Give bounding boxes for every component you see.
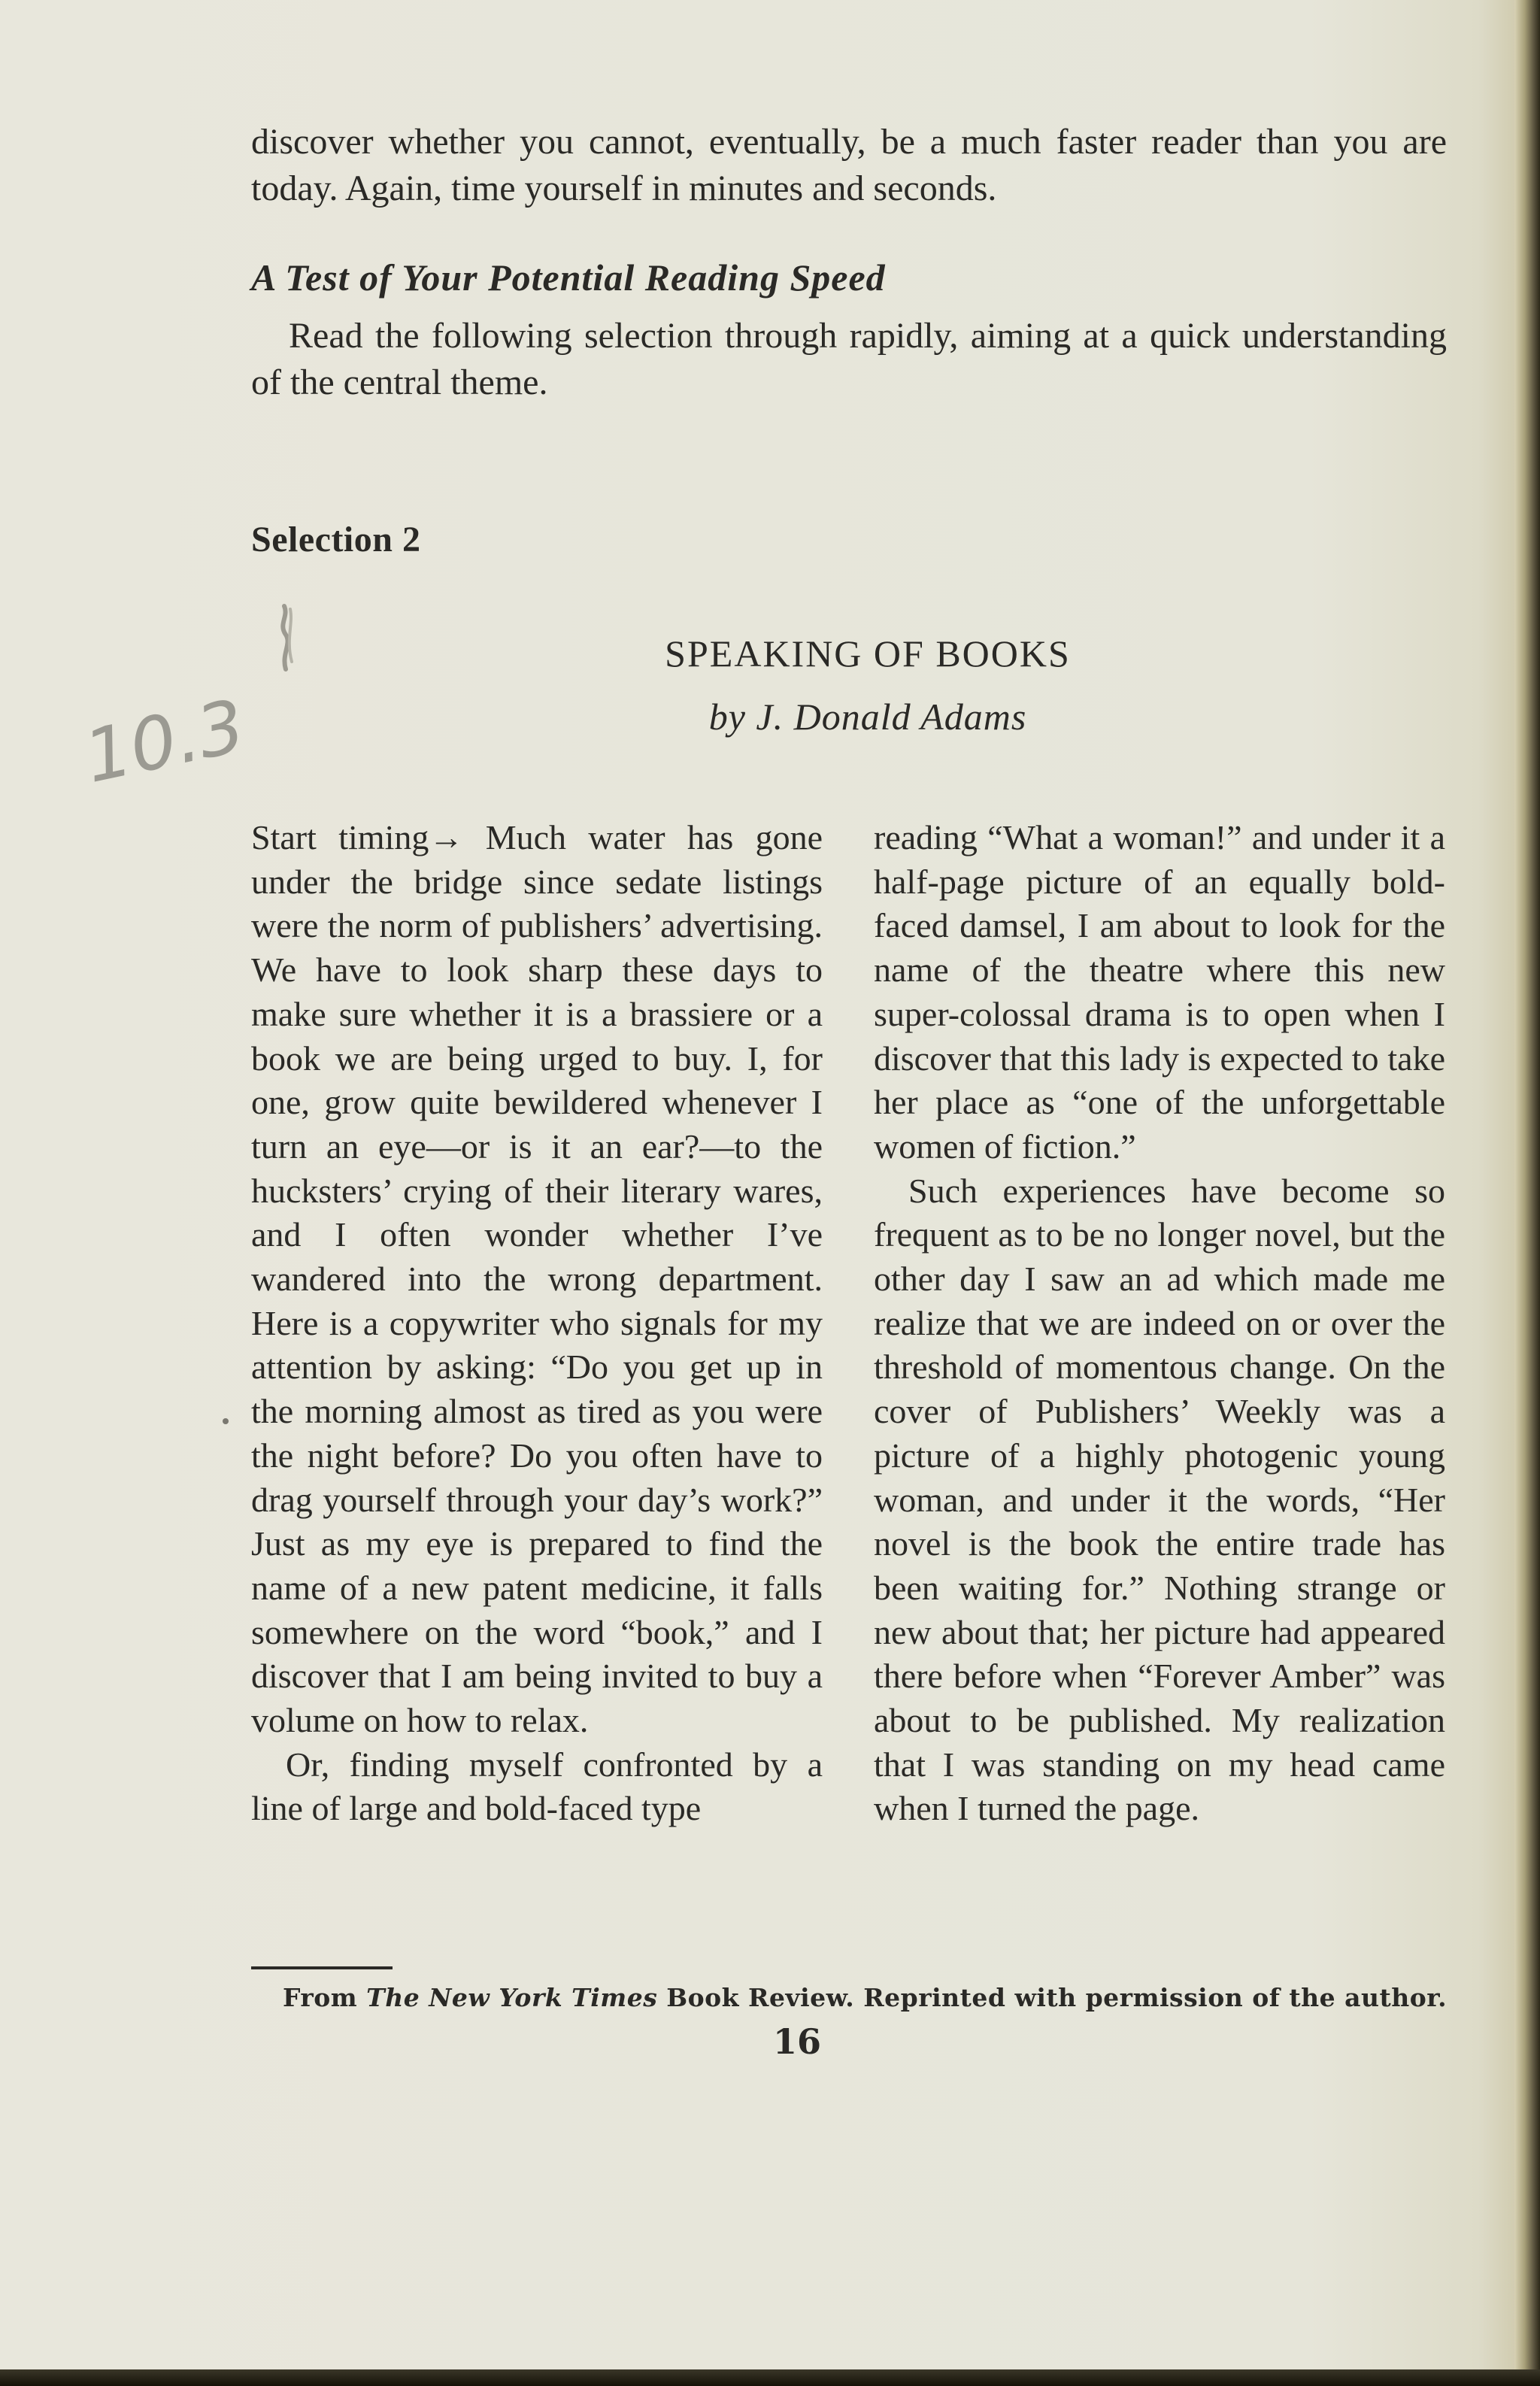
- intro-paragraph: [251, 119, 1447, 212]
- handwritten-margin-note: 10.3: [77, 684, 253, 799]
- left-paragraph-1: Start timing→ Much water has gone under the bridge since sedate listings were the norm of publishers’ advertising. We have to look sharp these days to make sure whether it is a brassiere or a book we are being urged to buy. I, for one, grow quite bewildered whenever I turn an eye—or is it an ear?—to the hucksters’ crying of their literary wares, and I often wonder whether I’ve wandered into the wrong department. Here is a copywriter who signals for my attention by asking: “Do you get up in the morning almost as tired as you were the night before? Do you often have to drag yourself through your day’s work?” Just as my eye is prepared to find the name of a new patent medicine, it falls somewhere on the word “book,” and I discover that I am being invited to buy a volume on how to relax.: [251, 818, 823, 1740]
- footnote-rule: [251, 1966, 393, 1969]
- selection-label: Selection 2: [251, 520, 421, 559]
- right-paragraph-2: Such experiences have become so frequent as to be no longer novel, but the other day I saw an ad which made me realize that we are indeed on or over the threshold of momentous change. On the cover of Publishers’ Weekly was a picture of a highly photogenic young woman, and under it the words, “Her novel is the book the entire trade has been waiting for.” Nothing strange or new about that; her picture had appeared there before when “Forever Amber” was about to be published. My realization that I was standing on my head came when I turned the page.: [874, 1171, 1445, 1828]
- scan-bottom-band: [0, 2369, 1540, 2386]
- article-title: SPEAKING OF BOOKS: [665, 632, 1071, 675]
- article-byline: by J. Donald Adams: [708, 696, 1027, 738]
- article-columns: [251, 816, 1445, 1831]
- page-number: 16: [772, 2021, 821, 2062]
- footnote-suffix: Book Review. Reprinted with permission of the author.: [657, 1983, 1448, 2012]
- right-column: [874, 816, 1445, 1831]
- test-heading: A Test of Your Potential Reading Speed: [251, 256, 886, 299]
- intro-text: discover whether you cannot, eventually, be a much faster reader than you are today. Again, time yourself in minutes and seconds.: [251, 122, 1447, 208]
- pencil-dot: [223, 1418, 229, 1424]
- right-paragraph-1: reading “What a woman!” and under it a half-page picture of an equally bold-faced damsel, I am about to look for the name of the theatre where this new super-colossal drama is to open when I discover that this lady is expected to take her place as “one of the unforgettable women of fiction.”: [874, 818, 1445, 1166]
- footnote-prefix: From: [283, 1983, 367, 2012]
- left-column: [251, 816, 823, 1831]
- test-instructions: Read the following selection through rapidly, aiming at a quick understanding of the central theme.: [251, 316, 1447, 402]
- footnote: [283, 1983, 1447, 2012]
- left-paragraph-2: Or, finding myself confronted by a line of large and bold-faced type: [251, 1745, 823, 1828]
- footnote-source: The New York Times: [366, 1983, 658, 2012]
